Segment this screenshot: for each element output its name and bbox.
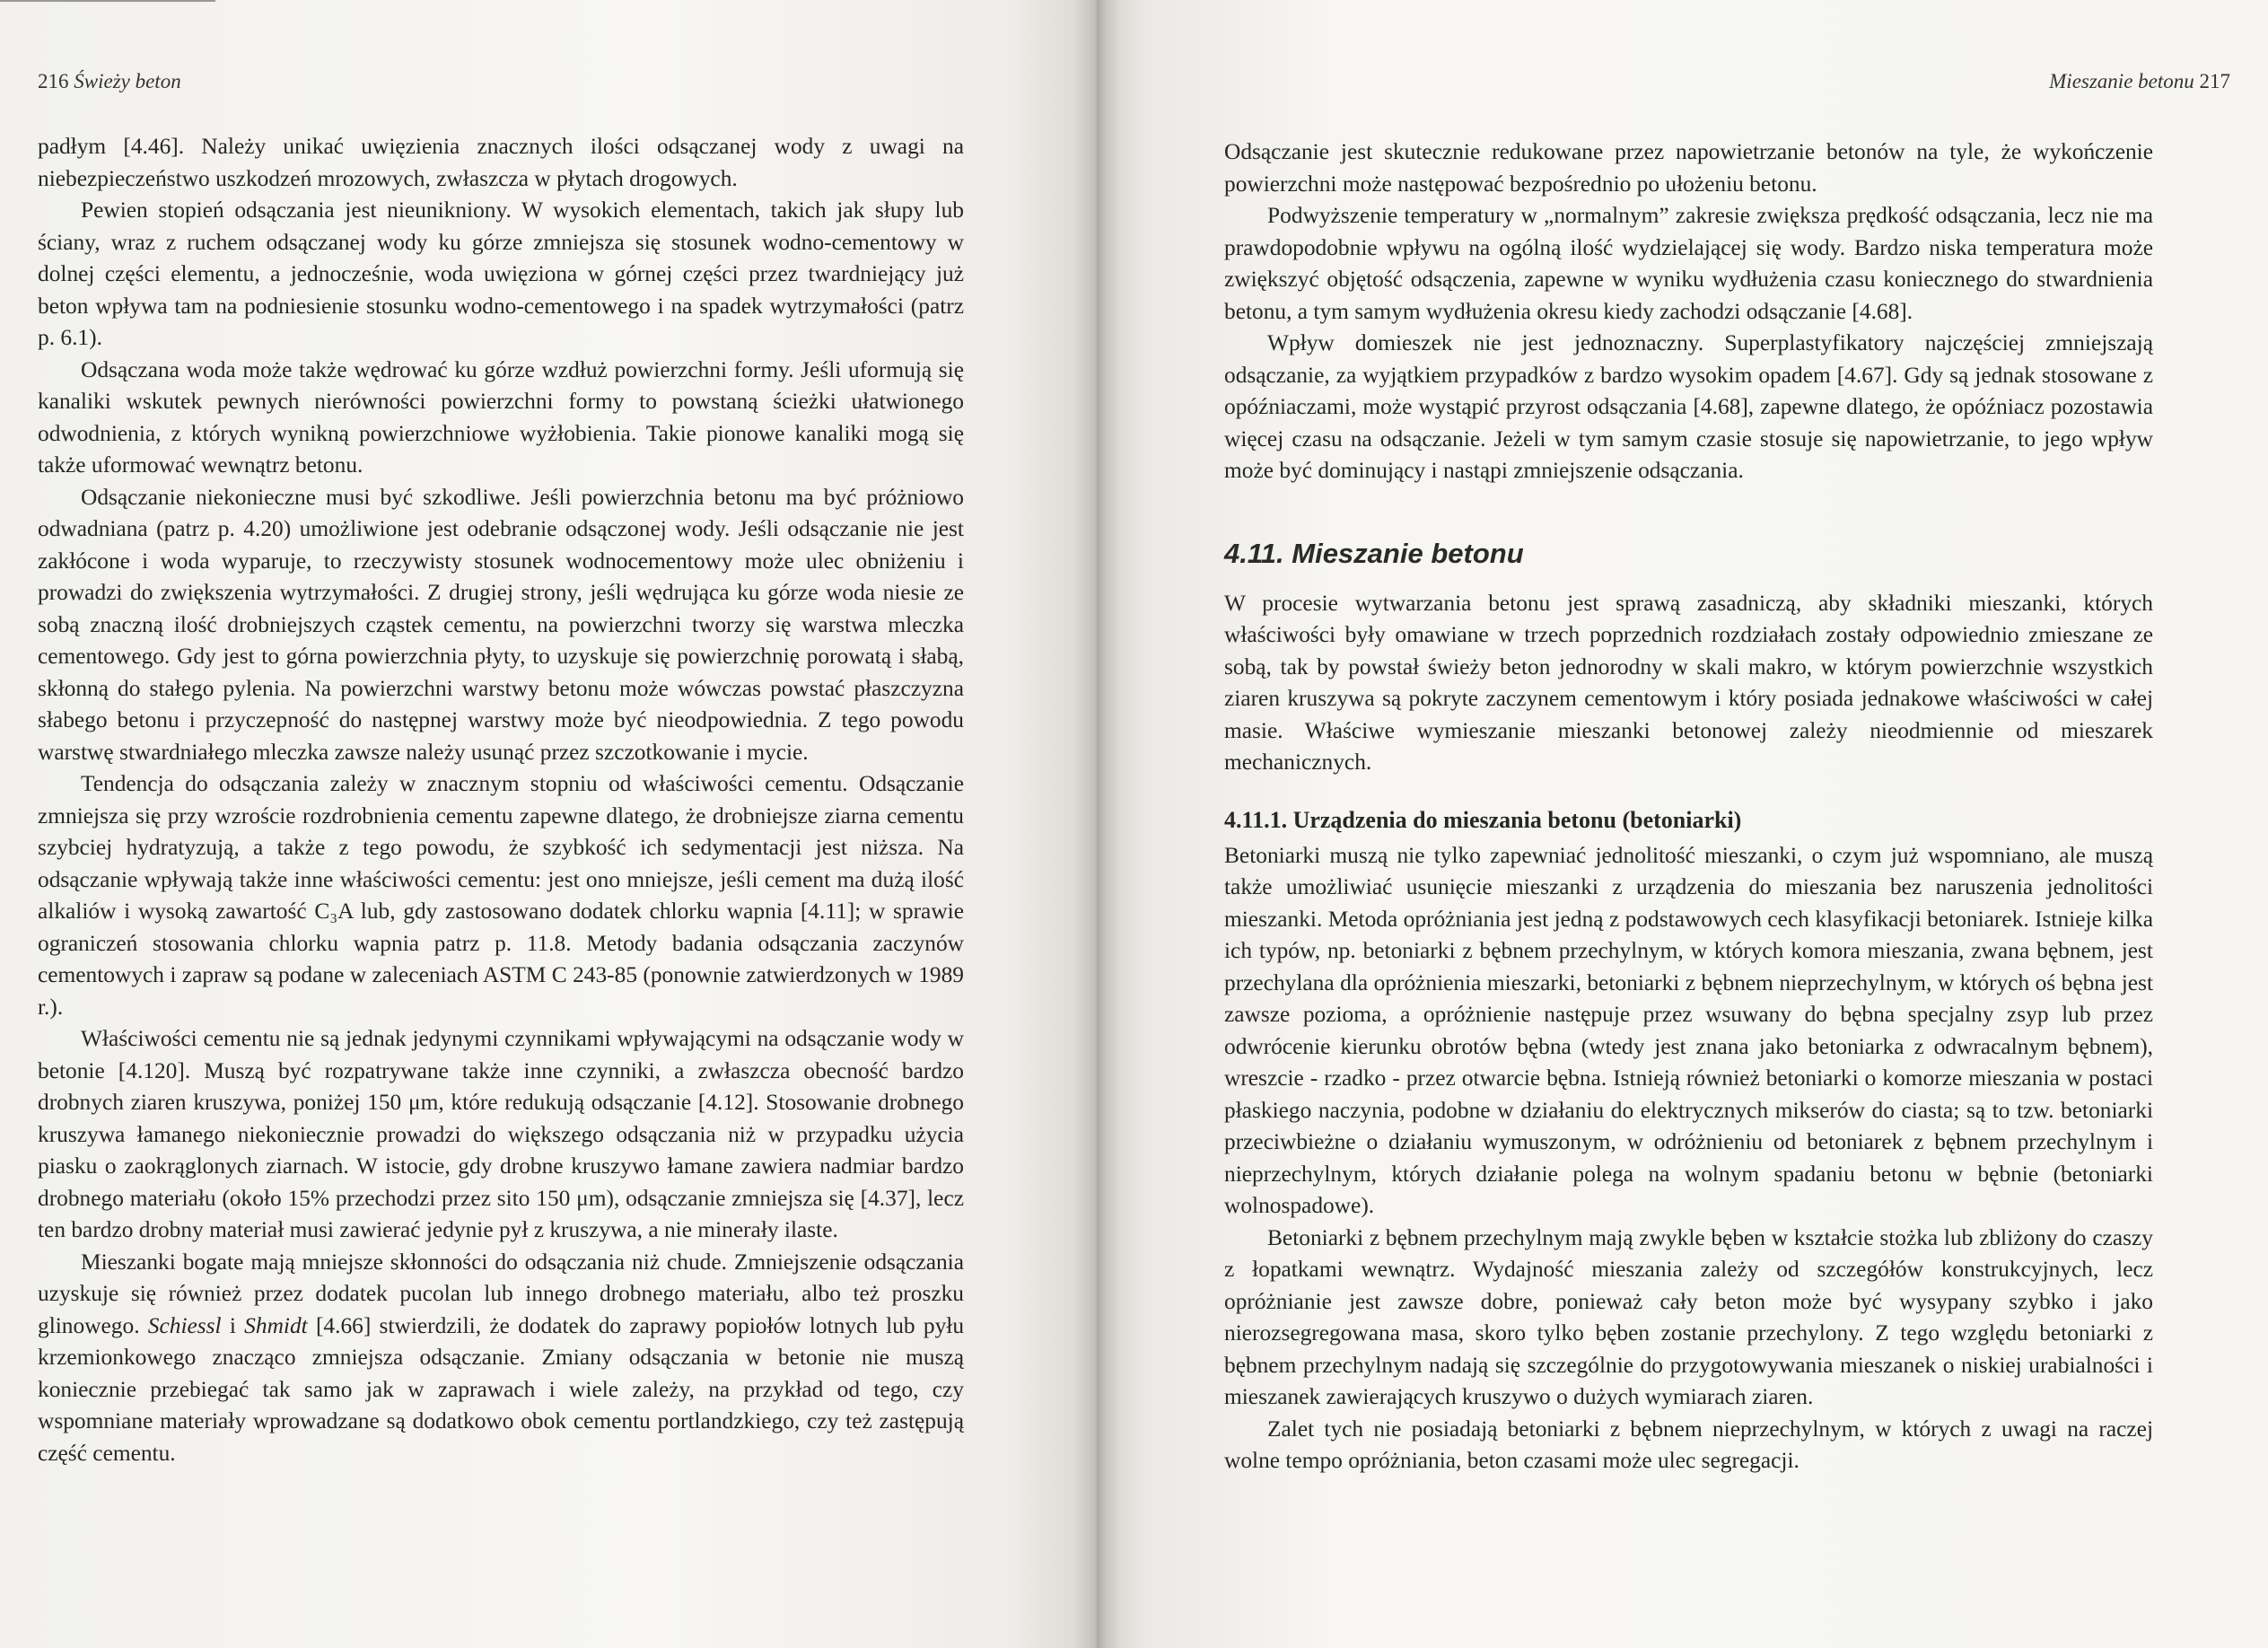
paragraph: Zalet tych nie posiadają betoniarki z bębnem nieprzechylnym, w których z uwagi na raczej wolne tempo opróżniania, beton czasami może ulec segregacji. [1224,1416,2153,1473]
paragraph: W procesie wytwarzania betonu jest sprawą zasadniczą, aby składniki mieszanki, których właściwości były omawiane w trzech poprzednich rozdziałach zostały odpowiednio zmieszane ze sobą, tak by powstał świeży beton jednorodny w skali makro, w którym powierzchnie wszystkich ziaren kruszywa są pokryte zaczynem cementowym i który posiada jednakowe właściwości w całej masie. Właściwe wymieszanie mieszanki betonowej zależy nieodmiennie od mieszarek mechanicznych. [1224,590,2153,775]
subsection-heading: 4.11.1. Urządzenia do mieszania betonu (betoniarki) [1224,806,1742,833]
right-running-title: Mieszanie betonu [2049,70,2194,92]
author-name: Shmidt [244,1312,308,1338]
right-page [1097,0,2268,1648]
left-running-title: Świeży beton [74,70,181,92]
right-page-header [2049,70,2230,93]
paragraph: Tendencja do odsączania zależy w znacznym stopniu od właściwości cementu. Odsączanie zmniejsza się przy wzroście rozdrobnienia cementu zapewne dlatego, że drobniejsze ziarna cementu szybciej hydratyzują, a także z tego powodu, że szybkość ich sedymentacji jest niższa. Na odsączanie wpływają także inne właściwości cementu: jest ono mniejsze, jeśli cement ma dużą ilość alkaliów i wysoką zawartość C₃A lub, gdy zastosowano dodatek chlorku wapnia [4.11]; w sprawie ograniczeń stosowania chlorku wapnia patrz p. 11.8. Metody badania odsączania zaczynów cementowych i zapraw są podane w zaleceniach ASTM C 243-85 (ponownie zatwierdzonych w 1989 r.). [38,771,964,1020]
paragraph: Właściwości cementu nie są jednak jedynymi czynnikami wpływającymi na odsączanie wody w betonie [4.120]. Muszą być rozpatrywane także inne czynniki, a zwłaszcza obecność bardzo drobnych ziaren kruszywa, poniżej 150 μm, które redukują odsączanie [4.12]. Stosowanie drobnego kruszywa łamanego niekoniecznie prowadzi do większego odsączania niż w przypadku użycia piasku o zaokrąglonych ziarnach. W istocie, gdy drobne kruszywo łamane zawiera nadmiar bardzo drobnego materiału (około 15% przechodzi przez sito 150 μm), odsączanie zmniejsza się [4.37], lecz ten bardzo drobny materiał musi zawierać jedynie pył z kruszywa, a nie minerały ilaste. [38,1026,964,1242]
paragraph-text: Mieszanki bogate mają mniejsze skłonności do odsączania niż chude. Zmniejszenie odsączania uzyskuje się również przez dodatek pucolan lub innego drobnego materiału, albo też proszku glinowego. [38,1249,964,1338]
left-page-number: 216 [38,70,69,92]
section-heading: 4.11. Mieszanie betonu [1224,537,1524,569]
conjunction: i [221,1312,245,1338]
paragraph: padłym [4.46]. Należy unikać uwięzienia znacznych ilości odsączanej wody z uwagi na niebezpieczeństwo uszkodzeń mrozowych, zwłaszcza w płytach drogowych. [38,134,964,191]
paragraph: Wpływ domieszek nie jest jednoznaczny. Superplastyfikatory najczęściej zmniejszają odsączanie, za wyjątkiem przypadków z bardzo wysokim opadem [4.67]. Gdy są jednak stosowane z opóźniaczami, może wystąpić przyrost odsączania [4.68], zapewne dlatego, że opóźniacz pozostawia więcej czasu na odsączanie. Jeżeli w tym samym czasie stosuje się napowietrzanie, to jego wpływ może być dominujący i nastąpi zmniejszenie odsączania. [1224,330,2153,483]
right-page-body [1224,136,2153,1477]
paragraph: Odsączanie niekonieczne musi być szkodliwe. Jeśli powierzchnia betonu ma być próżniowo odwadniana (patrz p. 4.20) umożliwione jest odebranie odsączonej wody. Jeśli odsączanie nie jest zakłócone i woda wyparuje, to rzeczywisty stosunek wodnocementowy może ulec obniżeniu i prowadzi do zwiększenia wytrzymałości. Z drugiej strony, jeśli wędrująca ku górze woda niesie ze sobą znaczną ilość drobniejszych cząstek cementu, na powierzchni tworzy się warstwa mleczka cementowego. Gdy jest to górna powierzchnia płyty, to uzyskuje się powierzchnię porowatą i słabą, skłonną do stałego pylenia. Na powierzchni warstwy betonu może wówczas powstać płaszczyzna słabego betonu i przyczepność do następnej warstwy może być nieodpowiednia. Z tego powodu warstwę stwardniałego mleczka zawsze należy usunąć przez szczotkowanie i mycie. [38,484,964,765]
paragraph: Betoniarki z bębnem przechylnym mają zwykle bęben w kształcie stożka lub zbliżony do czaszy z łopatkami wewnątrz. Wydajność mieszania zależy od szczegółów konstrukcyjnych, lecz opróżnianie jest zawsze dobre, ponieważ cały beton może być wysypany szybko i jako nierozsegregowana masa, skoro tylko bęben zostanie przechylony. Z tego względu betoniarki z bębnem przechylnym nadają się szczególnie do przygotowywania mieszanek o niskiej urabialności i mieszanek zawierających kruszywo o dużych wymiarach ziaren. [1224,1224,2153,1409]
paragraph-with-authors [38,1247,964,1470]
page-edge-line [0,0,215,2]
paragraph: Pewien stopień odsączania jest nieunikniony. W wysokich elementach, takich jak słupy lub ściany, wraz z ruchem odsączanej wody ku górze zmniejsza się stosunek wodno-cementowy w dolnej części elementu, a jednocześnie, woda uwięziona w górnej części przez twardniejący już beton wpływa tam na podniesienie stosunku wodno-cementowego i na spadek wytrzymałości (patrz p. 6.1). [38,197,964,350]
author-name: Schiessl [147,1312,222,1338]
left-page [0,0,1097,1648]
left-page-body [38,131,964,1469]
paragraph: Odsączanie jest skutecznie redukowane przez napowietrzanie betonów na tyle, że wykończenie powierzchni może następować bezpośrednio po ułożeniu betonu. [1224,139,2153,197]
right-page-number: 217 [2199,70,2230,92]
paragraph: Betoniarki muszą nie tylko zapewniać jednolitość mieszanki, o czym już wspomniano, ale muszą także umożliwiać usunięcie mieszanki z urządzenia do mieszania bez naruszenia jednolitości mieszanki. Metoda opróżniania jest jedną z podstawowych cech klasyfikacji betoniarek. Istnieje kilka ich typów, np. betoniarki z bębnem przechylnym, w których komora mieszania, zwana bębnem, jest przechylana dla opróżnienia mieszarki, betoniarki z bębnem nieprzechylnym, w których oś bębna jest zawsze pozioma, a opróżnienie następuje przez wsuwany do bębna specjalny zsyp lub przez odwrócenie kierunku obrotów bębna (wtedy jest znana jako betoniarka z odwracalnym bębnem), wreszcie - rzadko - przez otwarcie bębna. Istnieją również betoniarki o komorze mieszania w postaci płaskiego naczynia, podobne w działaniu do elektrycznych mikserów do ciasta; są to tzw. betoniarki przeciwbieżne o działaniu wymuszonym, w odróżnieniu od betoniarek z bębnem przechylnym i nieprzechylnym, których działanie polega na wolnym spadaniu betonu w bębnie (betoniarki wolnospadowe). [1224,842,2153,1218]
paragraph-text: [4.66] stwierdzili, że dodatek do zaprawy popiołów lotnych lub pyłu krzemionkowego znacząco zmniejsza odsączanie. Zmiany odsączania w betonie nie muszą koniecznie przebiegać tak samo jak w zaprawach i wiele zależy, na przykład od tego, czy wspomniane materiały wprowadzane są dodatkowo obok cementu portlandzkiego, czy też zastępują część cementu. [38,1312,965,1466]
left-page-header [38,70,181,93]
paragraph: Podwyższenie temperatury w „normalnym” zakresie zwiększa prędkość odsączania, lecz nie ma prawdopodobnie wpływu na ogólną ilość wydzielającej się wody. Bardzo niska temperatura może zwiększyć objętość odsączenia, zapewne w wyniku wydłużenia czasu koniecznego do stwardnienia betonu, a tym samym wydłużenia okresu kiedy zachodzi odsączanie [4.68]. [1224,203,2153,324]
paragraph: Odsączana woda może także wędrować ku górze wzdłuż powierzchni formy. Jeśli uformują się kanaliki wskutek pewnych nierówności powierzchni formy to powstaną ścieżki ułatwionego odwodnienia, z których wynikną powierzchniowe wyżłobienia. Takie pionowe kanaliki mogą się także uformować wewnątrz betonu. [38,356,964,478]
